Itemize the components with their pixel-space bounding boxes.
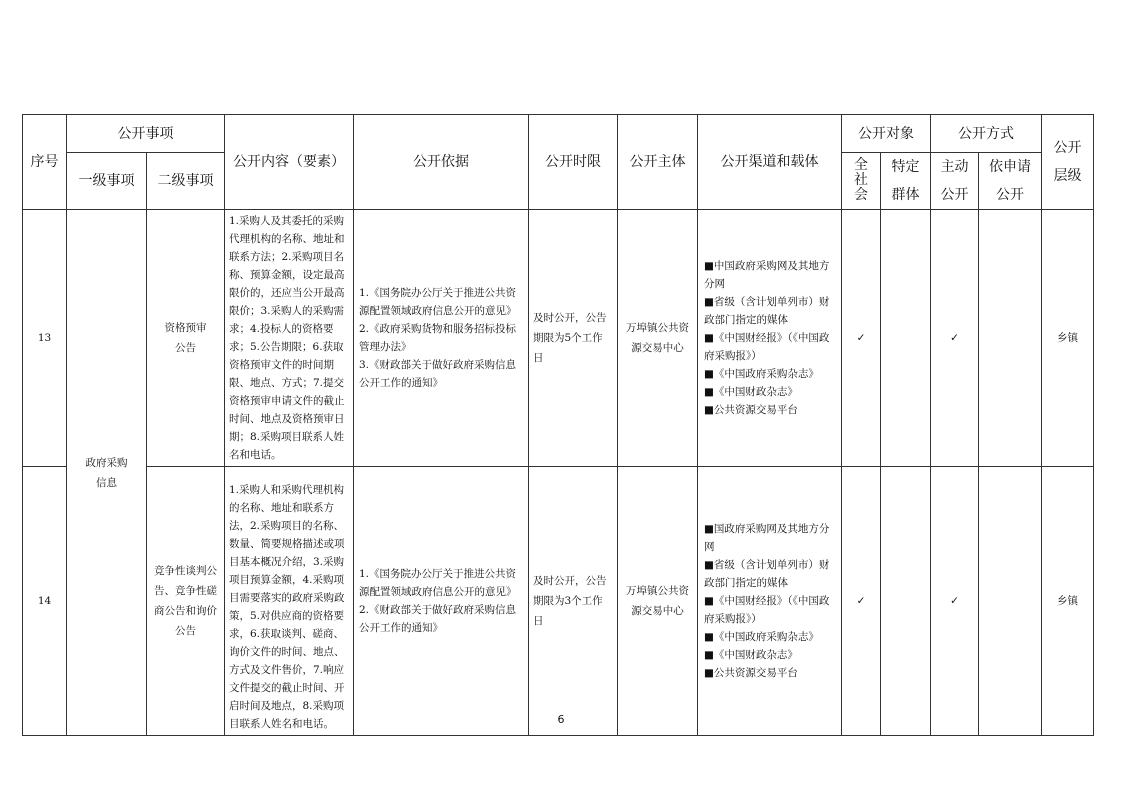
row-content: 1.采购人及其委托的采购代理机构的名称、地址和联系方法；2.采购项目名称、预算金额，设定最高限价的，还应当公开最高限价；3.采购人的采购需求；4.投标人的资格要求；5.公告期限；6.获取资格预审文件的时间期限、地点、方式；7.提交资格预审申请文件的截止时间、地点及资格预审日期；8.采购项目联系人姓名和电话。: [225, 210, 354, 467]
channel-item: ■《中国财经报》（《中国政府采购报》）: [704, 595, 830, 625]
basis-list: [359, 284, 523, 392]
disclosure-table: [22, 114, 1094, 736]
row-audience-specific: [881, 210, 931, 467]
row-subject: 万埠镇公共资源交易中心: [618, 467, 698, 736]
row-level2: 资格预审公告: [147, 210, 225, 467]
row-audience-specific: [881, 467, 931, 736]
header-time-limit: 公开时限: [529, 115, 618, 210]
row-method-request: [979, 467, 1042, 736]
level1-cell: 政府采购信息: [67, 210, 147, 736]
row-method-request: [979, 210, 1042, 467]
channel-item: ■《中国财经报》（《中国政府采购报》）: [704, 332, 830, 362]
row-seq: 13: [23, 210, 67, 467]
channel-item: ■中国政府采购网及其地方分网: [704, 260, 830, 290]
row-time-limit: 及时公开，公告期限为5个工作日: [529, 210, 618, 467]
header-basis: 公开依据: [354, 115, 529, 210]
header-audience-all: 全社会: [842, 153, 881, 210]
channel-list: [704, 257, 837, 419]
basis-item: 1.《国务院办公厅关于推进公共资源配置领域政府信息公开的意见》: [359, 568, 517, 598]
header-audience-group: 公开对象: [842, 115, 931, 153]
header-items-group: 公开事项: [67, 115, 225, 153]
header-level2: 二级事项: [147, 153, 225, 210]
row-basis: [354, 210, 529, 467]
basis-item: 2.《政府采购货物和服务招标投标管理办法》: [359, 323, 517, 353]
header-method-request: 依申请公开: [979, 153, 1042, 210]
channel-item: ■省级（含计划单列市）财政部门指定的媒体: [704, 296, 830, 326]
header-subject: 公开主体: [618, 115, 698, 210]
row-channel: [698, 467, 842, 736]
header-method-active: 主动公开: [931, 153, 979, 210]
check-mark: ✓: [842, 210, 881, 467]
basis-list: [359, 565, 523, 637]
row-tier: 乡镇: [1042, 210, 1094, 467]
channel-item: ■《中国财政杂志》: [704, 386, 798, 398]
row-channel: [698, 210, 842, 467]
row-content: 1.采购人和采购代理机构的名称、地址和联系方法，2.采购项目的名称、数量、简要规格描述或项目基本概况介绍，3.采购项目预算金额，4.采购项目需要落实的政府采购政策，5.对供应商的资格要求，6.获取谈判、磋商、询价文件的时间、地点、方式及文件售价，7.响应文件提交的截止时间、开启时间及地点，8.采购项目联系人姓名和电话。: [225, 467, 354, 736]
row-time-limit: 及时公开，公告期限为3个工作日: [529, 467, 618, 736]
channel-item: ■公共资源交易平台: [704, 404, 798, 416]
check-mark: ✓: [931, 467, 979, 736]
table-row: [23, 210, 1094, 467]
row-subject: 万埠镇公共资源交易中心: [618, 210, 698, 467]
channel-item: ■国政府采购网及其地方分网: [704, 523, 830, 553]
channel-item: ■省级（含计划单列市）财政部门指定的媒体: [704, 559, 830, 589]
header-tier: 公开层级: [1042, 115, 1094, 210]
header-channel: 公开渠道和载体: [698, 115, 842, 210]
header-content: 公开内容（要素）: [225, 115, 354, 210]
check-mark: ✓: [842, 467, 881, 736]
channel-item: ■《中国政府采购杂志》: [704, 631, 819, 643]
row-basis: [354, 467, 529, 736]
header-level1: 一级事项: [67, 153, 147, 210]
header-seq: 序号: [23, 115, 67, 210]
row-tier: 乡镇: [1042, 467, 1094, 736]
page-number: 6: [557, 713, 565, 726]
header-audience-specific: 特定群体: [881, 153, 931, 210]
channel-item: ■《中国财政杂志》: [704, 649, 798, 661]
basis-item: 1.《国务院办公厅关于推进公共资源配置领域政府信息公开的意见》: [359, 287, 517, 317]
header-method-group: 公开方式: [931, 115, 1042, 153]
check-mark: ✓: [931, 210, 979, 467]
channel-item: ■《中国政府采购杂志》: [704, 368, 819, 380]
channel-list: [704, 520, 837, 682]
basis-item: 3.《财政部关于做好政府采购信息公开工作的通知》: [359, 359, 517, 389]
row-seq: 14: [23, 467, 67, 736]
basis-item: 2.《财政部关于做好政府采购信息公开工作的通知》: [359, 604, 517, 634]
table-row: [23, 467, 1094, 736]
row-level2: 竞争性谈判公告、竞争性磋商公告和询价公告: [147, 467, 225, 736]
channel-item: ■公共资源交易平台: [704, 667, 798, 679]
